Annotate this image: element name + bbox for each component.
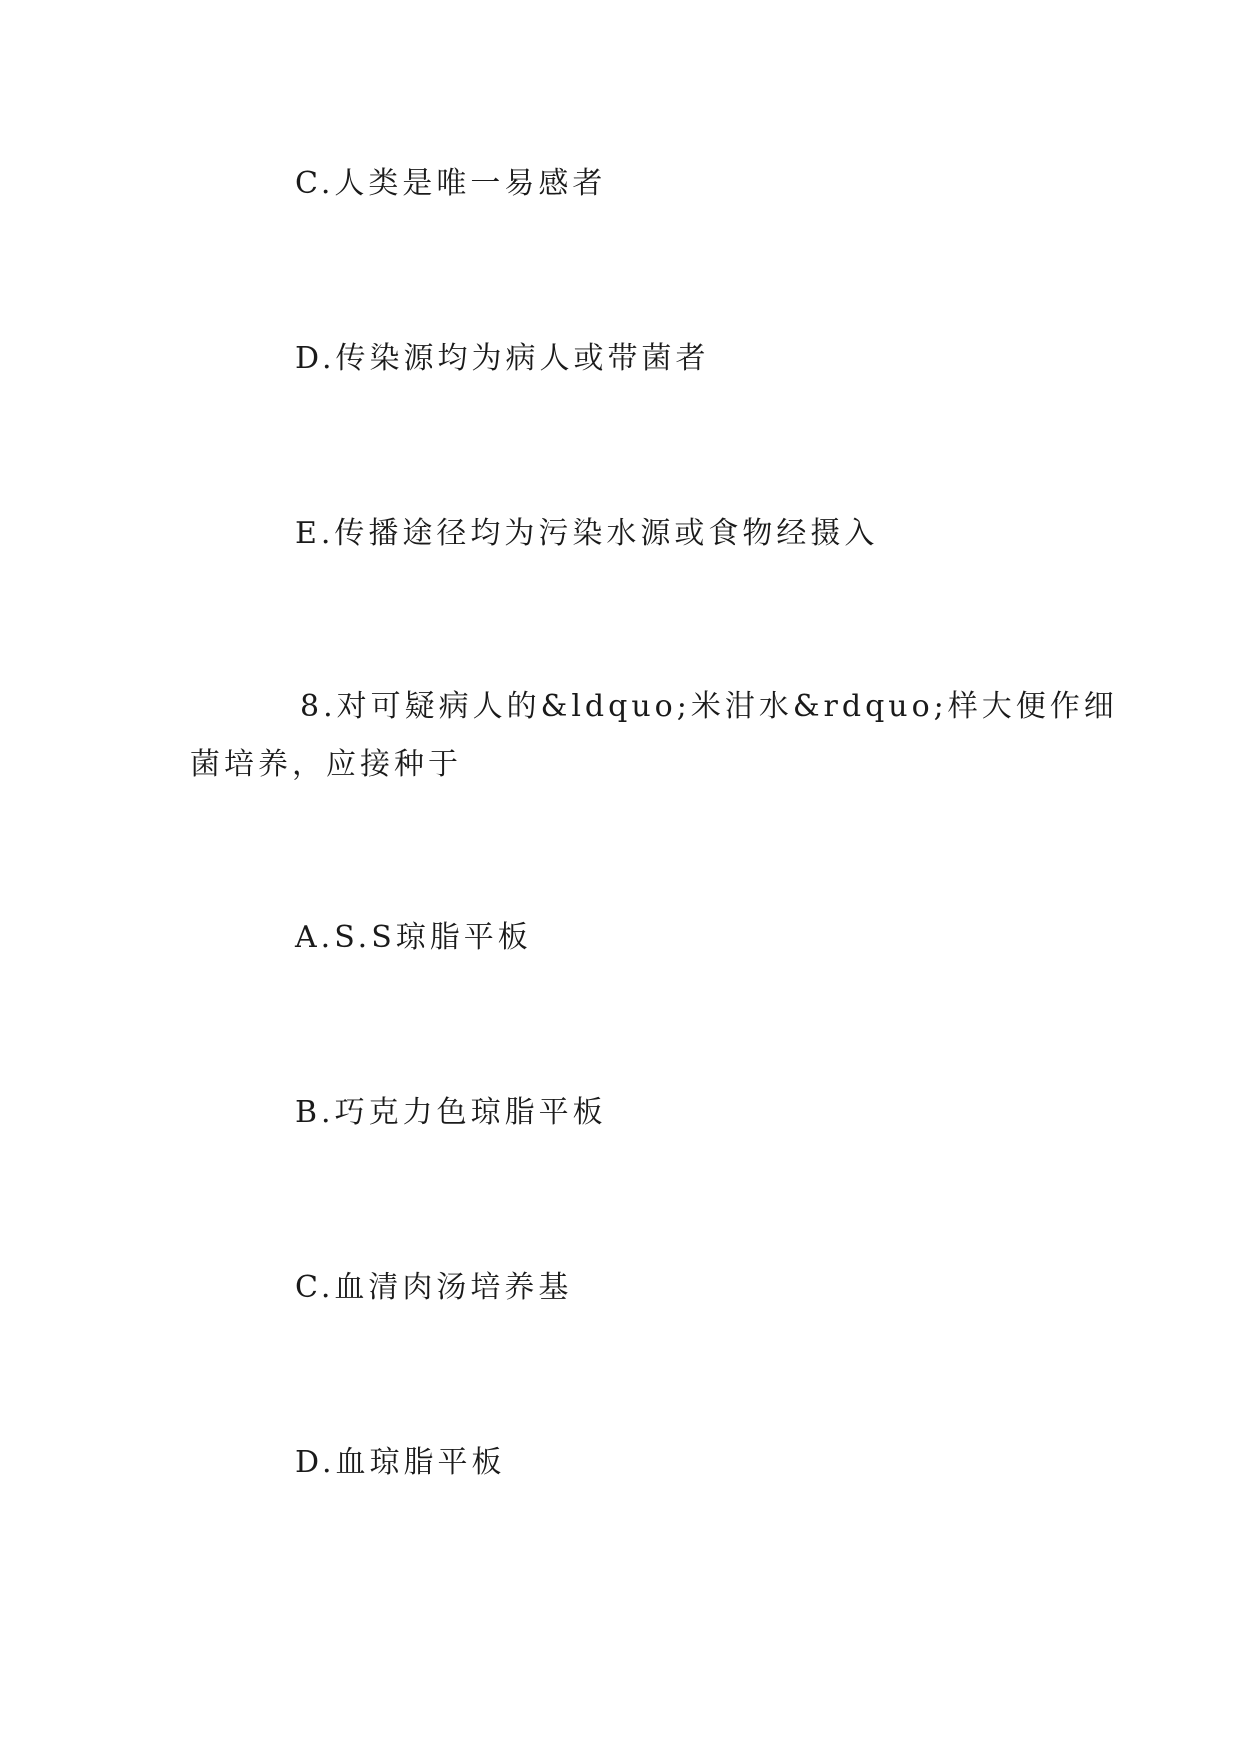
option-e-previous-question: E.传播途径均为污染水源或食物经摄入 bbox=[295, 516, 879, 551]
question-8-line-1: 8.对可疑病人的&ldquo;米泔水&rdquo;样大便作细 bbox=[300, 689, 1118, 724]
question-8-line-2: 菌培养，应接种于 bbox=[190, 747, 462, 782]
question-8-option-c: C.血清肉汤培养基 bbox=[295, 1270, 573, 1305]
option-c-previous-question: C.人类是唯一易感者 bbox=[295, 166, 607, 201]
option-d-previous-question: D.传染源均为病人或带菌者 bbox=[295, 341, 710, 376]
question-8-option-b: B.巧克力色琼脂平板 bbox=[295, 1095, 607, 1130]
question-8-option-d: D.血琼脂平板 bbox=[295, 1445, 506, 1480]
question-8-option-a: A.S.S琼脂平板 bbox=[295, 920, 532, 955]
